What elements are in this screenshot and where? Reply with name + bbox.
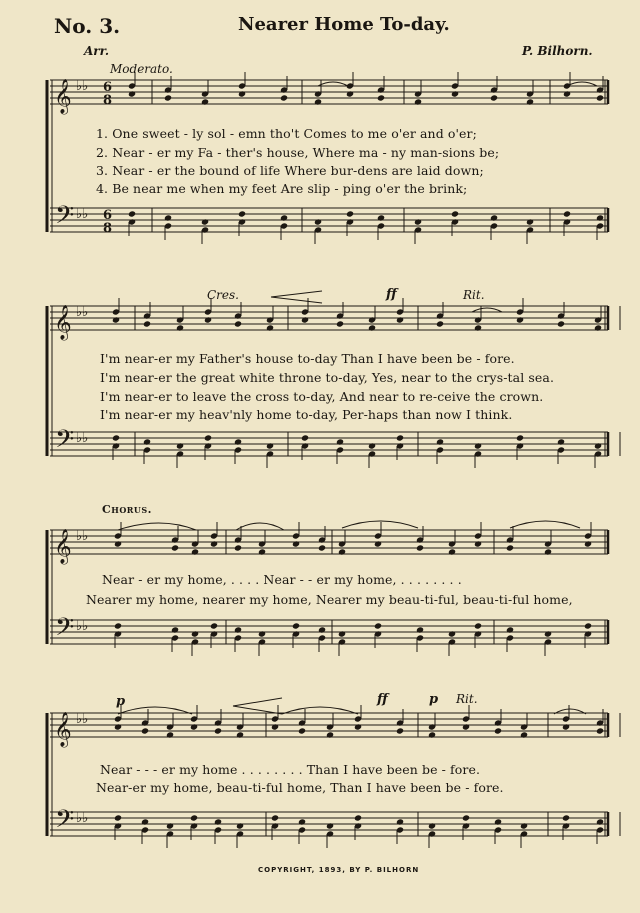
system1-time-top: 6	[103, 80, 113, 95]
system3-bass-note	[338, 630, 346, 637]
chorus-line-2: Nearer my home, nearer my home, Nearer my beau-ti-ful, beau-ti-ful home,	[86, 592, 573, 607]
system2-bass-note	[234, 438, 242, 445]
hymn-title: Nearer Home To-day.	[238, 14, 450, 35]
system1-key-sig-bass: ♭♭	[76, 207, 89, 222]
system3-tie	[118, 523, 196, 530]
system2-bass-note	[301, 434, 309, 441]
system1-treble-note	[128, 90, 136, 97]
system4-bass-note	[562, 814, 570, 821]
system4-bass-note	[298, 818, 306, 825]
system3-treble-note	[338, 548, 346, 555]
system4-treble-note	[141, 727, 149, 734]
system2-bass-note	[557, 438, 565, 445]
system2-treble-note	[594, 324, 602, 331]
system2-bass-note	[336, 438, 344, 445]
system3-bass-note	[210, 622, 218, 629]
system1-bass-note	[128, 210, 136, 217]
system1-time-bottom-b: 8	[103, 221, 113, 236]
system1-treble-note	[238, 90, 246, 97]
system4-treble-note	[190, 723, 198, 730]
system2-bass-note	[436, 438, 444, 445]
system4-treble-note	[166, 731, 174, 738]
system2-bass-note	[396, 434, 404, 441]
dynamic-p-1: p	[116, 694, 126, 709]
system4-bass-note	[114, 814, 122, 821]
system1-bass-note	[526, 218, 534, 225]
system4-bass-note	[596, 818, 604, 825]
system3-bass-note	[191, 630, 199, 637]
system1-treble-note	[280, 94, 288, 101]
system4-bass-note	[190, 814, 198, 821]
system1-treble-note	[563, 90, 571, 97]
crescendo-hairpin	[271, 297, 322, 303]
system2-treble-note	[557, 320, 565, 327]
system4-bass-note	[141, 818, 149, 825]
system3-bass-note	[544, 630, 552, 637]
system3-bass-note	[506, 626, 514, 633]
system2-bass-clef: 𝄢	[55, 425, 75, 460]
system2-key-sig-treble: ♭♭	[76, 305, 89, 320]
system1-bass-note	[451, 210, 459, 217]
system1-bass-note	[201, 218, 209, 225]
system4-bass-note	[428, 822, 436, 829]
chorus-end-line-1: Near - - - er my home . . . . . . . . Than I have been be - fore.	[100, 762, 481, 777]
system3-treble-note	[506, 544, 514, 551]
system4-treble-note	[326, 731, 334, 738]
system3-bass-note	[318, 626, 326, 633]
system1-treble-note	[377, 94, 385, 101]
system4-bass-note	[236, 822, 244, 829]
crescendo-hairpin	[271, 291, 322, 297]
system2-treble-note	[474, 324, 482, 331]
dynamic-rit-2: Rit.	[456, 692, 478, 706]
system3-treble-note	[114, 540, 122, 547]
system3-treble-note	[474, 540, 482, 547]
system3-treble-note	[584, 540, 592, 547]
verse-line-1: 1. One sweet - ly sol - emn tho't Comes to me o'er and o'er;	[96, 126, 477, 141]
system2-bass-note	[474, 442, 482, 449]
system4-treble-clef: 𝄞	[54, 712, 72, 747]
system3-treble-note	[416, 544, 424, 551]
system4-bass-note	[214, 818, 222, 825]
system3-bass-note	[416, 626, 424, 633]
system2-bass-note	[368, 442, 376, 449]
system3-treble-note	[374, 540, 382, 547]
system4-treble-note	[236, 731, 244, 738]
system2-treble-note	[204, 316, 212, 323]
tempo-marking: Moderato.	[110, 62, 173, 76]
system1-bass-note	[164, 214, 172, 221]
system4-bass-note	[326, 822, 334, 829]
system1-treble-note	[451, 90, 459, 97]
system1-time-top-b: 6	[103, 208, 113, 223]
system1-bass-note	[414, 218, 422, 225]
system3-treble-note	[544, 548, 552, 555]
system3-bass-clef: 𝄢	[55, 613, 75, 648]
system3-bass-note	[448, 630, 456, 637]
system2-treble-note	[436, 320, 444, 327]
system1-bass-note	[563, 210, 571, 217]
system4-treble-note	[520, 731, 528, 738]
system4-treble-note	[462, 723, 470, 730]
system2-treble-note	[112, 316, 120, 323]
system3-bass-note	[234, 626, 242, 633]
system2-treble-note	[266, 324, 274, 331]
system1-treble-note	[414, 98, 422, 105]
refrain-line-2: I'm near-er the great white throne to-day, Yes, near to the crys-tal sea.	[100, 370, 555, 385]
system3-bass-note	[474, 622, 482, 629]
arranger-label: Arr.	[84, 44, 110, 58]
system1-treble-note	[346, 90, 354, 97]
system4-bass-note	[271, 814, 279, 821]
system2-bass-note	[204, 434, 212, 441]
system1-bass-clef: 𝄢	[55, 201, 75, 236]
system3-treble-note	[210, 540, 218, 547]
system2-bass-note	[176, 442, 184, 449]
crescendo-hairpin-2	[233, 698, 282, 706]
system1-treble-clef: 𝄞	[54, 79, 72, 114]
system4-treble-note	[214, 727, 222, 734]
system3-key-sig-treble: ♭♭	[76, 529, 89, 544]
system4-treble-note	[562, 723, 570, 730]
system3-treble-clef: 𝄞	[54, 529, 72, 564]
system4-bass-note	[396, 818, 404, 825]
system2-treble-note	[368, 324, 376, 331]
system2-bass-note	[516, 434, 524, 441]
system1-treble-note	[314, 98, 322, 105]
system2-treble-note	[301, 316, 309, 323]
system3-treble-note	[448, 548, 456, 555]
system3-bass-note	[584, 622, 592, 629]
dynamic-rit: Rit.	[463, 288, 485, 302]
system1-treble-note	[490, 94, 498, 101]
system3-treble-note	[171, 544, 179, 551]
system4-treble-note	[298, 727, 306, 734]
system1-treble-note	[201, 98, 209, 105]
system3-treble-note	[292, 540, 300, 547]
verse-line-3: 3. Near - er the bound of life Where bur-dens are laid down;	[96, 163, 484, 178]
system1-treble-note	[526, 98, 534, 105]
system3-treble-note	[258, 548, 266, 555]
dynamic-p-2: p	[429, 692, 439, 707]
system4-key-sig-treble: ♭♭	[76, 712, 89, 727]
refrain-line-3: I'm near-er to leave the cross to-day, And near to re-ceive the crown.	[100, 389, 544, 404]
system3-tie	[510, 521, 580, 528]
system3-treble-note	[318, 544, 326, 551]
refrain-line-4: I'm near-er my heav'nly home to-day, Per-haps than now I think.	[100, 407, 513, 422]
system1-slur	[567, 82, 597, 86]
system4-key-sig-bass: ♭♭	[76, 811, 89, 826]
refrain-line-1: I'm near-er my Father's house to-day Than I have been be - fore.	[100, 351, 515, 366]
system4-treble-note	[596, 727, 604, 734]
dynamic-cres: Cres.	[207, 288, 239, 302]
verse-line-4: 4. Be near me when my feet Are slip - ping o'er the brink;	[96, 181, 468, 196]
system2-slur	[472, 308, 502, 312]
system2-treble-note	[176, 324, 184, 331]
system4-treble-note	[114, 723, 122, 730]
system1-bass-note	[314, 218, 322, 225]
verse-line-2: 2. Near - er my Fa - ther's house, Where ma - ny man-sions be;	[96, 145, 500, 160]
system1-bass-note	[346, 210, 354, 217]
system1-bass-note	[280, 214, 288, 221]
system1-slur	[318, 82, 348, 86]
system3-treble-note	[191, 548, 199, 555]
dynamic-ff: ff	[386, 287, 397, 302]
system4-bass-note	[462, 814, 470, 821]
system3-treble-note	[234, 544, 242, 551]
system2-bass-note	[594, 442, 602, 449]
system2-treble-note	[516, 316, 524, 323]
chorus-end-line-2: Near-er my home, beau-ti-ful home, Than I have been be - fore.	[96, 780, 504, 795]
copyright-notice: COPYRIGHT, 1893, BY P. BILHORN	[258, 866, 420, 874]
system2-treble-note	[143, 320, 151, 327]
system1-bass-note	[596, 214, 604, 221]
system2-treble-note	[396, 316, 404, 323]
system3-tie	[236, 523, 284, 530]
system4-treble-note	[396, 727, 404, 734]
system3-tie	[342, 521, 418, 528]
system2-treble-note	[336, 320, 344, 327]
system1-time-bottom: 8	[103, 93, 113, 108]
system4-bass-note	[520, 822, 528, 829]
system2-key-sig-bass: ♭♭	[76, 431, 89, 446]
system3-key-sig-bass: ♭♭	[76, 619, 89, 634]
system1-bass-note	[238, 210, 246, 217]
system1-bass-note	[490, 214, 498, 221]
system4-bass-note	[494, 818, 502, 825]
system3-bass-note	[292, 622, 300, 629]
system3-bass-note	[171, 626, 179, 633]
system1-treble-note	[596, 94, 604, 101]
system3-bass-note	[114, 622, 122, 629]
dynamic-ff-2: ff	[377, 692, 388, 707]
system4-treble-note	[271, 723, 279, 730]
system4-treble-note	[428, 731, 436, 738]
system2-treble-clef: 𝄞	[54, 305, 72, 340]
system1-treble-note	[164, 94, 172, 101]
system4-treble-note	[354, 723, 362, 730]
system3-bass-note	[258, 630, 266, 637]
system4-bass-clef: 𝄢	[55, 805, 75, 840]
composer-label: P. Bilhorn.	[522, 44, 593, 58]
hymn-number: No. 3.	[54, 14, 121, 38]
system2-treble-note	[234, 320, 242, 327]
system1-bass-note	[377, 214, 385, 221]
chorus-label: Chorus.	[102, 503, 153, 516]
system4-treble-note	[494, 727, 502, 734]
system3-bass-note	[374, 622, 382, 629]
chorus-line-1: Near - er my home, . . . . Near - - er my home, . . . . . . . .	[102, 572, 462, 587]
system2-bass-note	[112, 434, 120, 441]
system2-bass-note	[266, 442, 274, 449]
system2-bass-note	[143, 438, 151, 445]
system1-key-sig-treble: ♭♭	[76, 79, 89, 94]
system4-bass-note	[354, 814, 362, 821]
system4-bass-note	[166, 822, 174, 829]
